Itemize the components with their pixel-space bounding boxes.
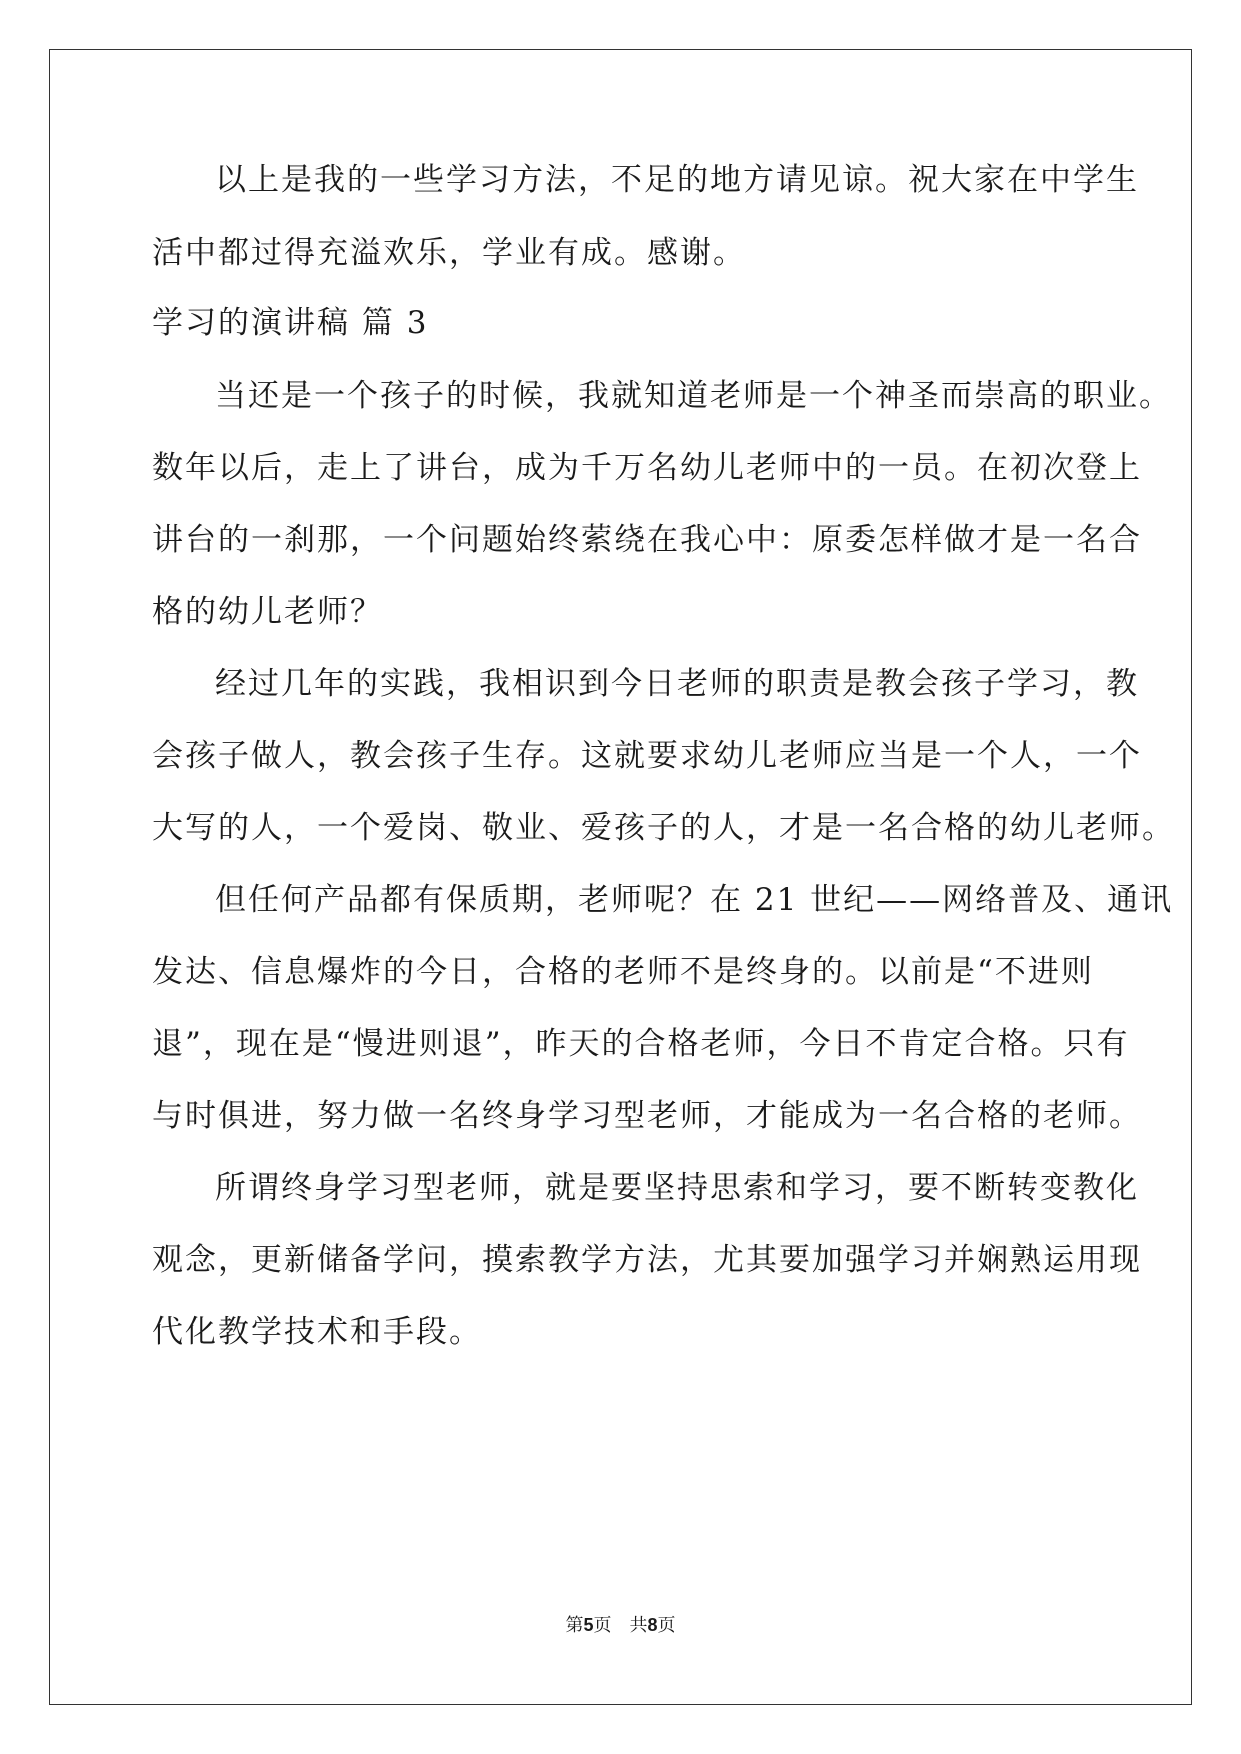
- paragraph-line: 以上是我的一些学习方法，不足的地方请见谅。祝大家在中学生: [215, 162, 1139, 198]
- page-footer: [0, 1613, 1241, 1638]
- paragraph-line: 讲台的一刹那，一个问题始终萦绕在我心中：原委怎样做才是一名合: [152, 522, 1142, 558]
- paragraph-line: 经过几年的实践，我相识到今日老师的职责是教会孩子学习，教: [215, 666, 1139, 702]
- paragraph-line: 大写的人，一个爱岗、敬业、爱孩子的人，才是一名合格的幼儿老师。: [152, 810, 1175, 846]
- paragraph-line: 代化教学技术和手段。: [152, 1314, 482, 1350]
- paragraph-line: 发达、信息爆炸的今日，合格的老师不是终身的。以前是“不进则: [152, 954, 1094, 990]
- page-border: [49, 49, 1192, 1705]
- paragraph-line: 数年以后，走上了讲台，成为千万名幼儿老师中的一员。在初次登上: [152, 450, 1142, 486]
- footer-mid: 页 共: [593, 1615, 648, 1636]
- paragraph-line: 所谓终身学习型老师，就是要坚持思索和学习，要不断转变教化: [215, 1170, 1139, 1206]
- paragraph-line: 格的幼儿老师？: [152, 594, 383, 630]
- section-heading: 学习的演讲稿 篇 3: [152, 305, 429, 341]
- paragraph-line: 但任何产品都有保质期，老师呢？在 21 世纪——网络普及、通讯: [215, 882, 1174, 918]
- paragraph-line: 当还是一个孩子的时候，我就知道老师是一个神圣而崇高的职业。: [215, 378, 1172, 414]
- footer-suffix: 页: [657, 1615, 676, 1636]
- total-pages-number: 8: [647, 1615, 658, 1635]
- paragraph-line: 活中都过得充溢欢乐，学业有成。感谢。: [152, 235, 746, 271]
- paragraph-line: 与时俱进，努力做一名终身学习型老师，才能成为一名合格的老师。: [152, 1098, 1142, 1134]
- footer-prefix: 第: [565, 1615, 584, 1636]
- paragraph-line: 退”，现在是“慢进则退”，昨天的合格老师，今日不肯定合格。只有: [152, 1026, 1130, 1062]
- paragraph-line: 观念，更新储备学问，摸索教学方法，尤其要加强学习并娴熟运用现: [152, 1242, 1142, 1278]
- current-page-number: 5: [583, 1615, 594, 1635]
- paragraph-line: 会孩子做人，教会孩子生存。这就要求幼儿老师应当是一个人，一个: [152, 738, 1142, 774]
